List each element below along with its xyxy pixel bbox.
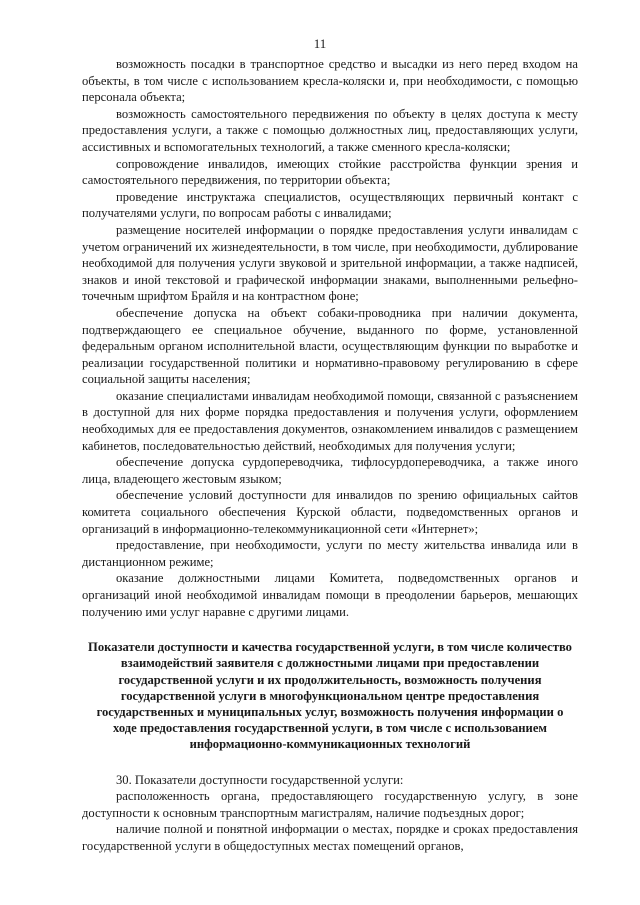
paragraph: оказание должностными лицами Комитета, подведомственных органов и организаций иной необходимой инвалидам помощи в преодолении барьеров, мешающих получению ими услуг наравне с другими лицами. xyxy=(82,571,578,619)
paragraph: обеспечение допуска сурдопереводчика, тифлосурдопереводчика, а также иного лица, владеющего жестовым языком; xyxy=(82,455,578,486)
paragraph: возможность самостоятельного передвижения по объекту в целях доступа к месту предоставления услуги, а также с помощью должностных лиц, предоставляющих услуги, ассистивных и вспомогательных технологий, а также сменного кресла-коляски; xyxy=(82,106,578,154)
section-heading: Показатели доступности и качества государственной услуги, в том числе количество взаимодействий заявителя с должностными лицами при предоставлении государственной услуги и их продолжительность, возможность получения государственной услуги в многофункциональном центре предоставления государственных и муниципальных услуг, возможность получения информации о ходе предоставления государственной услуги, в том числе с использованием информационно-коммуникационных технологий xyxy=(88,640,572,752)
document-body xyxy=(82,56,578,855)
paragraph: сопровождение инвалидов, имеющих стойкие расстройства функции зрения и самостоятельного передвижения, по территории объекта; xyxy=(82,156,578,188)
paragraph: оказание специалистами инвалидам необходимой помощи, связанной с разъяснением в доступной для них форме порядка предоставления и получения услуги, оформлением необходимых для ее предоставления документов, ознакомлением инвалидов с размещением кабинетов, последовательностью действий, необходимых для получения услуги; xyxy=(82,388,578,453)
paragraph: проведение инструктажа специалистов, осуществляющих первичный контакт с получателями услуги, по вопросам работы с инвалидами; xyxy=(82,189,578,221)
page-number: 11 xyxy=(313,36,327,51)
paragraph: наличие полной и понятной информации о местах, порядке и сроках предоставления государственной услуги в общедоступных местах помещений органов, xyxy=(82,822,578,853)
paragraph: предоставление, при необходимости, услуги по месту жительства инвалида или в дистанционном режиме; xyxy=(82,538,578,569)
paragraph: обеспечение условий доступности для инвалидов по зрению официальных сайтов комитета социального обеспечения Курской области, подведомственных органов и организаций в информационно-телекоммуникационной сети «Интернет»; xyxy=(82,488,578,536)
paragraph: 30. Показатели доступности государственной услуги: xyxy=(116,772,404,787)
paragraph: обеспечение допуска на объект собаки-проводника при наличии документа, подтверждающего ее специальное обучение, выданного по форме, установленной федеральным органом исполнительной власти, осуществляющим функции по выработке и реализации государственной политики и нормативно-правовому регулированию в сфере социальной защиты населения; xyxy=(82,305,578,387)
paragraph: размещение носителей информации о порядке предоставления услуги инвалидам с учетом ограничений их жизнедеятельности, в том числе, при необходимости, дублирование необходимой для получения услуги звуковой и зрительной информации, а также надписей, знаков и иной текстовой и графической информации знаками, выполненными рельефно-точечным шрифтом Брайля и на контрастном фоне; xyxy=(82,222,578,304)
paragraph: расположенность органа, предоставляющего государственную услугу, в зоне доступности к основным транспортным магистралям, наличие подъездных дорог; xyxy=(82,789,578,820)
paragraph: возможность посадки в транспортное средство и высадки из него перед входом на объекты, в том числе с использованием кресла-коляски и, при необходимости, с помощью персонала объекта; xyxy=(82,57,578,105)
